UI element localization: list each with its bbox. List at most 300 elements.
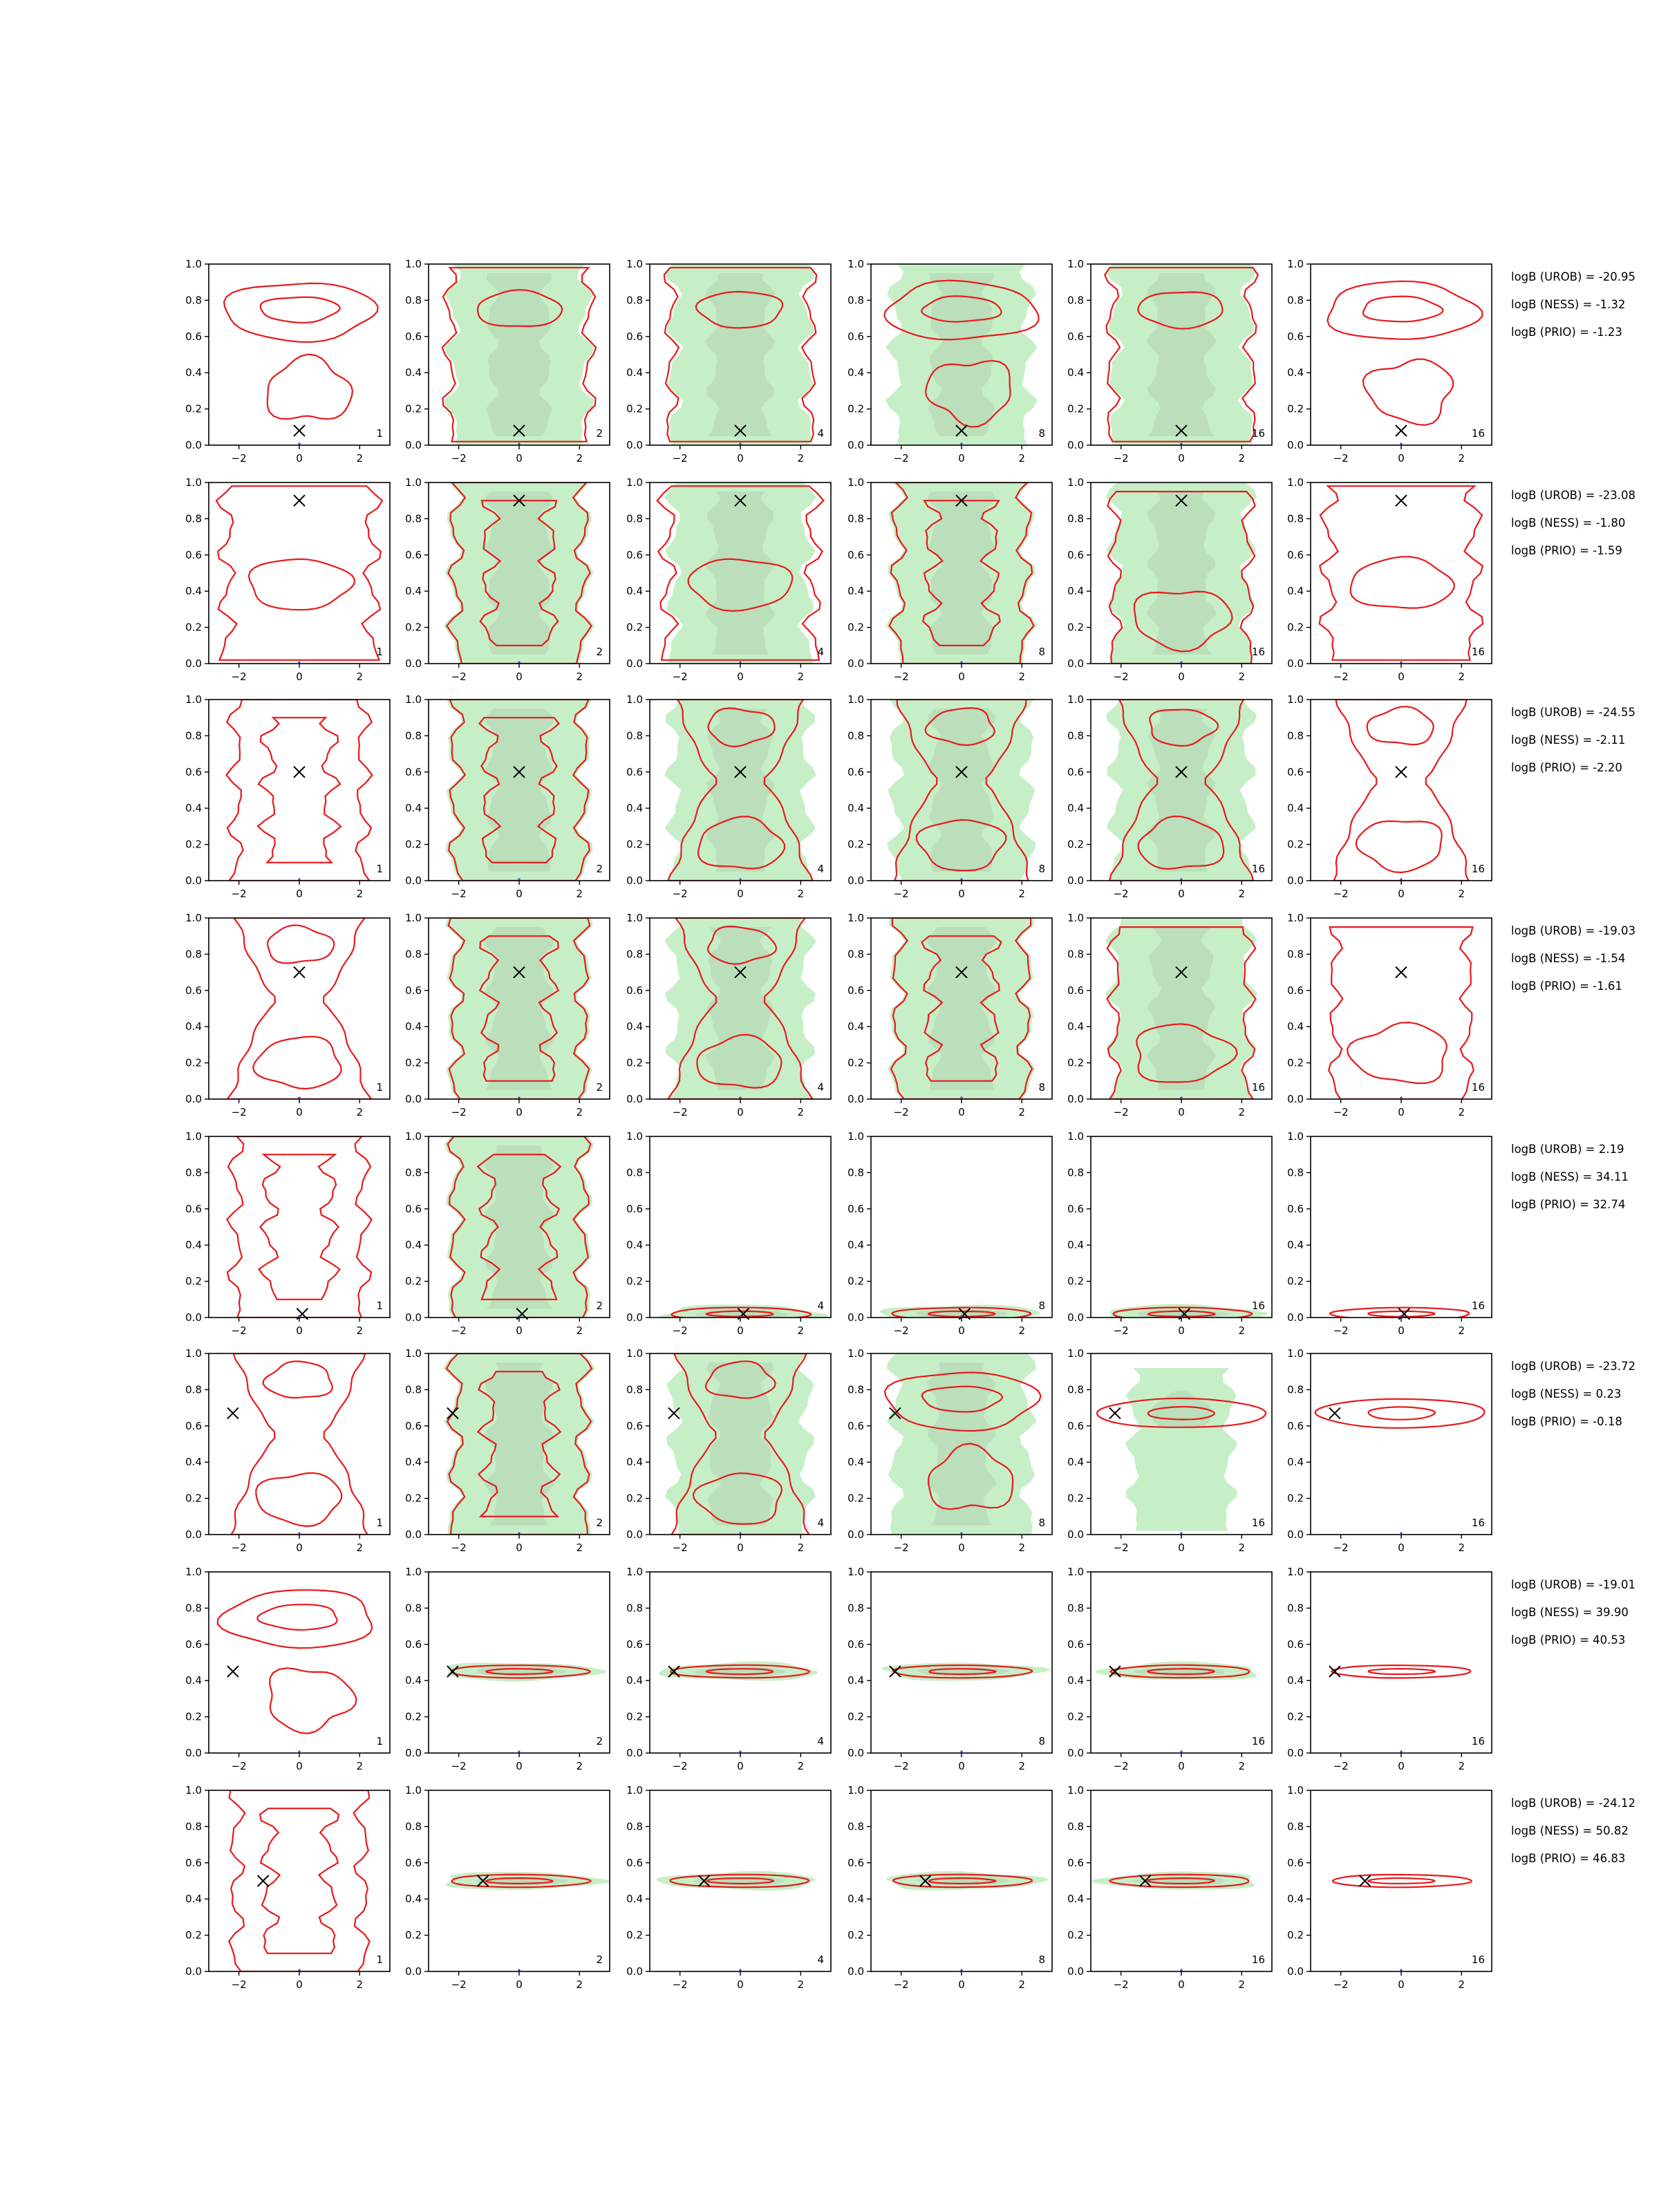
x-tick-label: 0	[958, 1324, 965, 1337]
y-tick-label: 0.2	[1067, 402, 1084, 415]
logb-annotation: logB (NESS) = 50.82	[1511, 1824, 1629, 1837]
x-tick-label: 0	[737, 888, 744, 900]
logb-annotation: logB (PRIO) = -1.61	[1511, 980, 1622, 993]
y-tick-label: 0.8	[405, 1820, 422, 1833]
y-tick-label: 1.0	[405, 258, 422, 270]
x-tick-label: 0	[737, 1324, 744, 1337]
logb-annotation: logB (UROB) = -23.08	[1511, 489, 1635, 502]
x-tick-label: 0	[516, 888, 523, 900]
y-tick-label: 0.0	[185, 439, 202, 451]
x-tick-label: −2	[1333, 671, 1349, 683]
y-tick-label: 0.2	[1067, 838, 1084, 851]
panel-frame	[1311, 1790, 1492, 1971]
x-tick-label: 2	[1018, 888, 1026, 900]
panel-frame	[650, 1136, 831, 1318]
panel-r4-c5	[1067, 912, 1272, 1118]
panel-frame	[429, 1572, 610, 1753]
x-tick-label: −2	[451, 1541, 467, 1554]
panel-frame	[871, 1572, 1052, 1753]
x-tick-label: 0	[516, 1541, 523, 1554]
y-tick-label: 0.6	[1287, 330, 1304, 343]
origin-dot	[960, 1969, 962, 1971]
y-tick-label: 0.6	[1287, 765, 1304, 778]
y-tick-label: 1.0	[847, 912, 864, 924]
y-tick-label: 0.0	[1067, 439, 1084, 451]
y-tick-label: 0.6	[626, 1638, 643, 1651]
corner-label: 16	[1471, 1300, 1485, 1312]
x-tick-label: −2	[672, 452, 688, 465]
panel-r1-c6	[1287, 258, 1492, 465]
x-tick-label: 2	[1458, 671, 1465, 683]
y-tick-label: 0.8	[1287, 948, 1304, 961]
x-tick-label: 0	[1398, 452, 1405, 465]
y-tick-label: 0.2	[626, 838, 643, 851]
y-tick-label: 0.6	[1067, 984, 1084, 997]
panel-r6-c2	[405, 1347, 610, 1554]
x-tick-label: 2	[1018, 452, 1026, 465]
contour-outer	[1329, 927, 1474, 1099]
corner-label: 4	[817, 1953, 824, 1966]
panel-r8-c1	[185, 1784, 390, 1991]
panel-r3-c3	[626, 693, 831, 900]
y-tick-label: 0.8	[847, 729, 864, 742]
y-tick-label: 1.0	[626, 1347, 643, 1360]
x-tick-label: 0	[1178, 888, 1185, 900]
x-tick-label: −2	[451, 1324, 467, 1337]
y-tick-label: 0.0	[405, 439, 422, 451]
y-tick-label: 0.6	[1067, 1202, 1084, 1215]
sample-core	[706, 927, 775, 1090]
y-tick-label: 0.2	[405, 1056, 422, 1069]
logb-annotation: logB (UROB) = -19.01	[1511, 1578, 1635, 1591]
x-tick-label: −2	[451, 1106, 467, 1118]
truth-marker	[227, 1666, 238, 1677]
x-tick-label: 2	[576, 1760, 583, 1772]
panel-r8-c6	[1287, 1784, 1492, 1991]
origin-dot	[739, 1096, 741, 1098]
panel-r2-c1	[185, 476, 390, 683]
x-tick-label: −2	[672, 1106, 688, 1118]
logb-annotation: logB (UROB) = -19.03	[1511, 924, 1635, 937]
x-tick-label: 0	[1178, 1106, 1185, 1118]
x-tick-label: −2	[451, 1760, 467, 1772]
x-tick-label: −2	[1113, 1760, 1129, 1772]
x-tick-label: 2	[576, 888, 583, 900]
y-tick-label: 0.8	[405, 1383, 422, 1396]
y-tick-label: 0.6	[1287, 548, 1304, 561]
origin-dot	[739, 442, 741, 444]
y-tick-label: 1.0	[626, 1130, 643, 1143]
y-tick-label: 1.0	[1287, 258, 1304, 270]
y-tick-label: 0.2	[847, 1275, 864, 1288]
x-tick-label: −2	[1333, 1978, 1349, 1991]
y-tick-label: 0.6	[185, 984, 202, 997]
origin-dot	[1180, 1096, 1182, 1098]
y-tick-label: 0.4	[185, 1674, 202, 1687]
x-tick-label: −2	[893, 888, 909, 900]
x-tick-label: −2	[231, 671, 247, 683]
panel-r5-c6	[1287, 1130, 1492, 1337]
y-tick-label: 0.8	[185, 1383, 202, 1396]
x-tick-label: −2	[1333, 1541, 1349, 1554]
y-tick-label: 0.6	[1067, 1419, 1084, 1432]
y-tick-label: 1.0	[405, 1130, 422, 1143]
panel-r8-c4	[847, 1784, 1052, 1991]
x-tick-label: −2	[231, 1760, 247, 1772]
x-tick-label: 0	[1178, 452, 1185, 465]
y-tick-label: 0.4	[405, 1239, 422, 1252]
x-tick-label: 2	[576, 452, 583, 465]
x-tick-label: −2	[1333, 1760, 1349, 1772]
y-tick-label: 0.0	[185, 1311, 202, 1324]
x-tick-label: 0	[1178, 1978, 1185, 1991]
corner-label: 1	[376, 863, 383, 875]
panel-frame	[209, 1572, 390, 1753]
x-tick-label: 2	[356, 888, 364, 900]
logb-annotation: logB (NESS) = -2.11	[1511, 733, 1626, 747]
origin-dot	[298, 442, 300, 444]
x-tick-label: 2	[576, 1541, 583, 1554]
y-tick-label: 0.4	[185, 585, 202, 598]
x-tick-label: 2	[1458, 452, 1465, 465]
origin-dot	[1180, 1750, 1182, 1752]
x-tick-label: 2	[356, 1760, 364, 1772]
y-tick-label: 0.8	[1067, 948, 1084, 961]
y-tick-label: 0.6	[626, 765, 643, 778]
y-tick-label: 0.8	[1287, 294, 1304, 307]
y-tick-label: 0.8	[626, 1602, 643, 1615]
logb-annotation: logB (UROB) = -23.72	[1511, 1360, 1635, 1373]
x-tick-label: −2	[1113, 1324, 1129, 1337]
x-tick-label: 2	[356, 1106, 364, 1118]
panel-r3-c1	[185, 693, 390, 900]
y-tick-label: 0.0	[626, 1965, 643, 1978]
y-tick-label: 0.4	[185, 1020, 202, 1033]
y-tick-label: 1.0	[1067, 912, 1084, 924]
x-tick-label: −2	[231, 888, 247, 900]
x-tick-label: 0	[296, 1760, 303, 1772]
x-tick-label: 0	[958, 452, 965, 465]
x-tick-label: −2	[672, 1324, 688, 1337]
origin-dot	[960, 442, 962, 444]
x-tick-label: −2	[672, 1541, 688, 1554]
y-tick-label: 0.2	[405, 1710, 422, 1723]
corner-label: 8	[1038, 1081, 1045, 1094]
logb-annotation: logB (PRIO) = -0.18	[1511, 1415, 1622, 1428]
x-tick-label: −2	[1113, 888, 1129, 900]
corner-label: 8	[1038, 863, 1045, 875]
y-tick-label: 0.8	[185, 948, 202, 961]
y-tick-label: 1.0	[1067, 1784, 1084, 1797]
y-tick-label: 0.4	[626, 1239, 643, 1252]
y-tick-label: 0.4	[185, 1239, 202, 1252]
contour-inner	[260, 1808, 339, 1953]
x-tick-label: 2	[1458, 1106, 1465, 1118]
y-tick-label: 0.6	[405, 1202, 422, 1215]
logb-annotation: logB (PRIO) = 32.74	[1511, 1198, 1626, 1211]
y-tick-label: 1.0	[185, 476, 202, 489]
x-tick-label: 0	[1398, 671, 1405, 683]
panel-r6-c3	[626, 1347, 831, 1554]
origin-dot	[1400, 1096, 1402, 1098]
x-tick-label: 0	[958, 1760, 965, 1772]
y-tick-label: 0.4	[185, 1893, 202, 1906]
x-tick-label: 2	[1238, 1324, 1246, 1337]
x-tick-label: 2	[356, 671, 364, 683]
x-tick-label: 0	[737, 452, 744, 465]
sample-core	[1147, 927, 1217, 1090]
y-tick-label: 0.0	[1287, 874, 1304, 887]
origin-dot	[739, 661, 741, 663]
contour-outer	[216, 486, 382, 660]
origin-dot	[1180, 442, 1182, 444]
logb-annotation: logB (UROB) = 2.19	[1511, 1143, 1624, 1156]
y-tick-label: 1.0	[1287, 1130, 1304, 1143]
corner-label: 1	[376, 1300, 383, 1312]
x-tick-label: 2	[576, 1978, 583, 1991]
origin-dot	[739, 878, 741, 880]
y-tick-label: 0.8	[847, 948, 864, 961]
y-tick-label: 0.8	[1287, 729, 1304, 742]
y-tick-label: 0.6	[405, 330, 422, 343]
y-tick-label: 0.4	[1287, 1456, 1304, 1469]
logb-annotation: logB (NESS) = -1.54	[1511, 952, 1626, 965]
y-tick-label: 1.0	[1067, 476, 1084, 489]
x-tick-label: 2	[1018, 671, 1026, 683]
x-tick-label: 0	[516, 1978, 523, 1991]
corner-label: 4	[817, 1300, 824, 1312]
origin-dot	[1400, 1969, 1402, 1971]
y-tick-label: 0.6	[405, 548, 422, 561]
logb-annotation: logB (UROB) = -24.55	[1511, 706, 1635, 719]
x-tick-label: 0	[737, 1760, 744, 1772]
logb-annotation: logB (NESS) = 0.23	[1511, 1387, 1622, 1400]
contour-inner	[1369, 1407, 1435, 1419]
panel-r6-c5	[1067, 1347, 1272, 1554]
y-tick-label: 0.4	[1067, 585, 1084, 598]
x-tick-label: −2	[1333, 452, 1349, 465]
y-tick-label: 0.0	[185, 1965, 202, 1978]
y-tick-label: 0.0	[1067, 1747, 1084, 1759]
y-tick-label: 0.4	[626, 1674, 643, 1687]
y-tick-label: 0.0	[405, 657, 422, 670]
x-tick-label: 0	[737, 671, 744, 683]
y-tick-label: 0.4	[847, 1674, 864, 1687]
contour-outer	[1333, 1875, 1472, 1887]
y-tick-label: 1.0	[1287, 1347, 1304, 1360]
x-tick-label: 2	[1238, 1760, 1246, 1772]
x-tick-label: 0	[958, 1541, 965, 1554]
corner-label: 2	[596, 1517, 603, 1529]
x-tick-label: −2	[893, 1106, 909, 1118]
x-tick-label: −2	[893, 1978, 909, 1991]
y-tick-label: 0.8	[1067, 1602, 1084, 1615]
panel-r1-c4	[847, 258, 1052, 465]
y-tick-label: 0.0	[405, 1965, 422, 1978]
panel-r2-c4	[847, 476, 1052, 683]
y-tick-label: 0.0	[626, 439, 643, 451]
y-tick-label: 0.8	[1067, 512, 1084, 525]
x-tick-label: 0	[1398, 1106, 1405, 1118]
contour-inner	[1369, 1669, 1435, 1674]
corner-label: 16	[1471, 427, 1485, 440]
corner-label: 16	[1471, 1081, 1485, 1094]
panel-r7-c3	[626, 1566, 831, 1772]
y-tick-label: 0.8	[185, 1602, 202, 1615]
x-tick-label: 2	[797, 671, 805, 683]
origin-dot	[298, 1096, 300, 1098]
y-tick-label: 0.2	[405, 402, 422, 415]
y-tick-label: 0.6	[626, 548, 643, 561]
corner-label: 1	[376, 1735, 383, 1747]
y-tick-label: 0.8	[405, 294, 422, 307]
panel-r4-c1	[185, 912, 390, 1118]
panel-frame	[871, 1136, 1052, 1318]
contour-inner	[249, 559, 355, 610]
y-tick-label: 1.0	[1287, 1566, 1304, 1578]
origin-dot	[1400, 1315, 1402, 1317]
x-tick-label: −2	[1113, 1106, 1129, 1118]
y-tick-label: 0.6	[405, 1638, 422, 1651]
panel-r2-c6	[1287, 476, 1492, 683]
y-tick-label: 0.8	[1287, 1820, 1304, 1833]
x-tick-label: 2	[1238, 1978, 1246, 1991]
contour-inner	[1351, 556, 1454, 608]
y-tick-label: 0.0	[1287, 1965, 1304, 1978]
origin-dot	[518, 1969, 520, 1971]
y-tick-label: 0.6	[847, 548, 864, 561]
origin-dot	[518, 1750, 520, 1752]
panel-r1-c2	[405, 258, 610, 465]
corner-label: 8	[1038, 1517, 1045, 1529]
contour-inner	[261, 297, 340, 323]
y-tick-label: 1.0	[847, 1130, 864, 1143]
y-tick-label: 0.8	[626, 1166, 643, 1179]
y-tick-label: 0.4	[185, 366, 202, 379]
y-tick-label: 0.0	[185, 1093, 202, 1105]
y-tick-label: 0.2	[847, 621, 864, 634]
panel-r4-c6	[1287, 912, 1492, 1118]
y-tick-label: 0.2	[626, 1929, 643, 1942]
y-tick-label: 1.0	[185, 693, 202, 706]
corner-label: 2	[596, 1300, 603, 1312]
x-tick-label: −2	[451, 452, 467, 465]
x-tick-label: 2	[1018, 1324, 1026, 1337]
y-tick-label: 0.2	[847, 1710, 864, 1723]
y-tick-label: 1.0	[1287, 693, 1304, 706]
truth-marker	[1109, 1407, 1121, 1418]
y-tick-label: 1.0	[626, 258, 643, 270]
contour-inner-top	[263, 1361, 332, 1398]
contour-outer	[1327, 281, 1482, 339]
truth-marker	[227, 1407, 238, 1418]
panel-frame	[209, 1136, 390, 1318]
y-tick-label: 0.2	[185, 1710, 202, 1723]
corner-label: 4	[817, 1735, 824, 1747]
corner-label: 16	[1471, 1517, 1485, 1529]
panel-frame	[209, 918, 390, 1099]
x-tick-label: −2	[893, 1541, 909, 1554]
y-tick-label: 0.8	[405, 1602, 422, 1615]
corner-label: 1	[376, 646, 383, 658]
y-tick-label: 0.0	[185, 657, 202, 670]
y-tick-label: 1.0	[626, 693, 643, 706]
y-tick-label: 0.2	[185, 838, 202, 851]
x-tick-label: −2	[1113, 671, 1129, 683]
contour-inner	[259, 1154, 340, 1300]
y-tick-label: 0.4	[1287, 1674, 1304, 1687]
corner-label: 4	[817, 646, 824, 658]
panel-r6-c4	[847, 1347, 1052, 1554]
x-tick-label: 0	[1398, 888, 1405, 900]
x-tick-label: 2	[576, 1106, 583, 1118]
y-tick-label: 0.0	[1287, 1311, 1304, 1324]
panel-r3-c4	[847, 693, 1052, 900]
y-tick-label: 0.2	[405, 1929, 422, 1942]
x-tick-label: 2	[1238, 888, 1246, 900]
y-tick-label: 0.4	[405, 1020, 422, 1033]
origin-dot	[739, 1750, 741, 1752]
x-tick-label: 0	[1178, 1324, 1185, 1337]
x-tick-label: 2	[356, 1978, 364, 1991]
y-tick-label: 0.2	[626, 1056, 643, 1069]
x-tick-label: 2	[1018, 1541, 1026, 1554]
origin-dot	[739, 1532, 741, 1534]
y-tick-label: 0.4	[626, 1456, 643, 1469]
y-tick-label: 0.2	[626, 621, 643, 634]
y-tick-label: 0.4	[185, 802, 202, 815]
x-tick-label: 2	[1018, 1760, 1026, 1772]
origin-dot	[518, 1315, 520, 1317]
x-tick-label: 2	[1458, 888, 1465, 900]
truth-marker	[294, 767, 305, 778]
contour-outer	[1334, 700, 1469, 881]
y-tick-label: 0.6	[185, 548, 202, 561]
panel-r1-c3	[626, 258, 831, 465]
y-tick-label: 0.4	[1287, 1893, 1304, 1906]
contour-lower	[1363, 359, 1453, 425]
contour-inner	[258, 718, 341, 863]
corner-label: 16	[1251, 1953, 1265, 1966]
contour-inner	[1363, 297, 1443, 322]
y-tick-label: 0.0	[847, 1528, 864, 1541]
y-tick-label: 0.2	[1287, 1056, 1304, 1069]
y-tick-label: 0.6	[185, 1419, 202, 1432]
x-tick-label: 0	[296, 452, 303, 465]
x-tick-label: 0	[737, 1978, 744, 1991]
y-tick-label: 0.2	[1067, 1275, 1084, 1288]
contour-inner-bottom	[253, 1037, 341, 1089]
x-tick-label: −2	[1333, 1106, 1349, 1118]
y-tick-label: 0.8	[1067, 294, 1084, 307]
panel-r4-c3	[626, 912, 831, 1118]
y-tick-label: 1.0	[847, 476, 864, 489]
y-tick-label: 0.4	[185, 1456, 202, 1469]
panel-r4-c4	[847, 912, 1052, 1118]
contour-outer	[227, 1136, 371, 1318]
logb-annotation: logB (NESS) = 39.90	[1511, 1606, 1629, 1619]
y-tick-label: 0.4	[1067, 366, 1084, 379]
y-tick-label: 0.0	[626, 1093, 643, 1105]
truth-marker	[258, 1875, 269, 1886]
contour-outer	[1331, 1665, 1470, 1678]
y-tick-label: 0.8	[626, 294, 643, 307]
y-tick-label: 0.4	[847, 802, 864, 815]
x-tick-label: 0	[1398, 1978, 1405, 1991]
panel-r5-c1	[185, 1130, 390, 1337]
y-tick-label: 0.2	[847, 402, 864, 415]
y-tick-label: 0.8	[1287, 512, 1304, 525]
